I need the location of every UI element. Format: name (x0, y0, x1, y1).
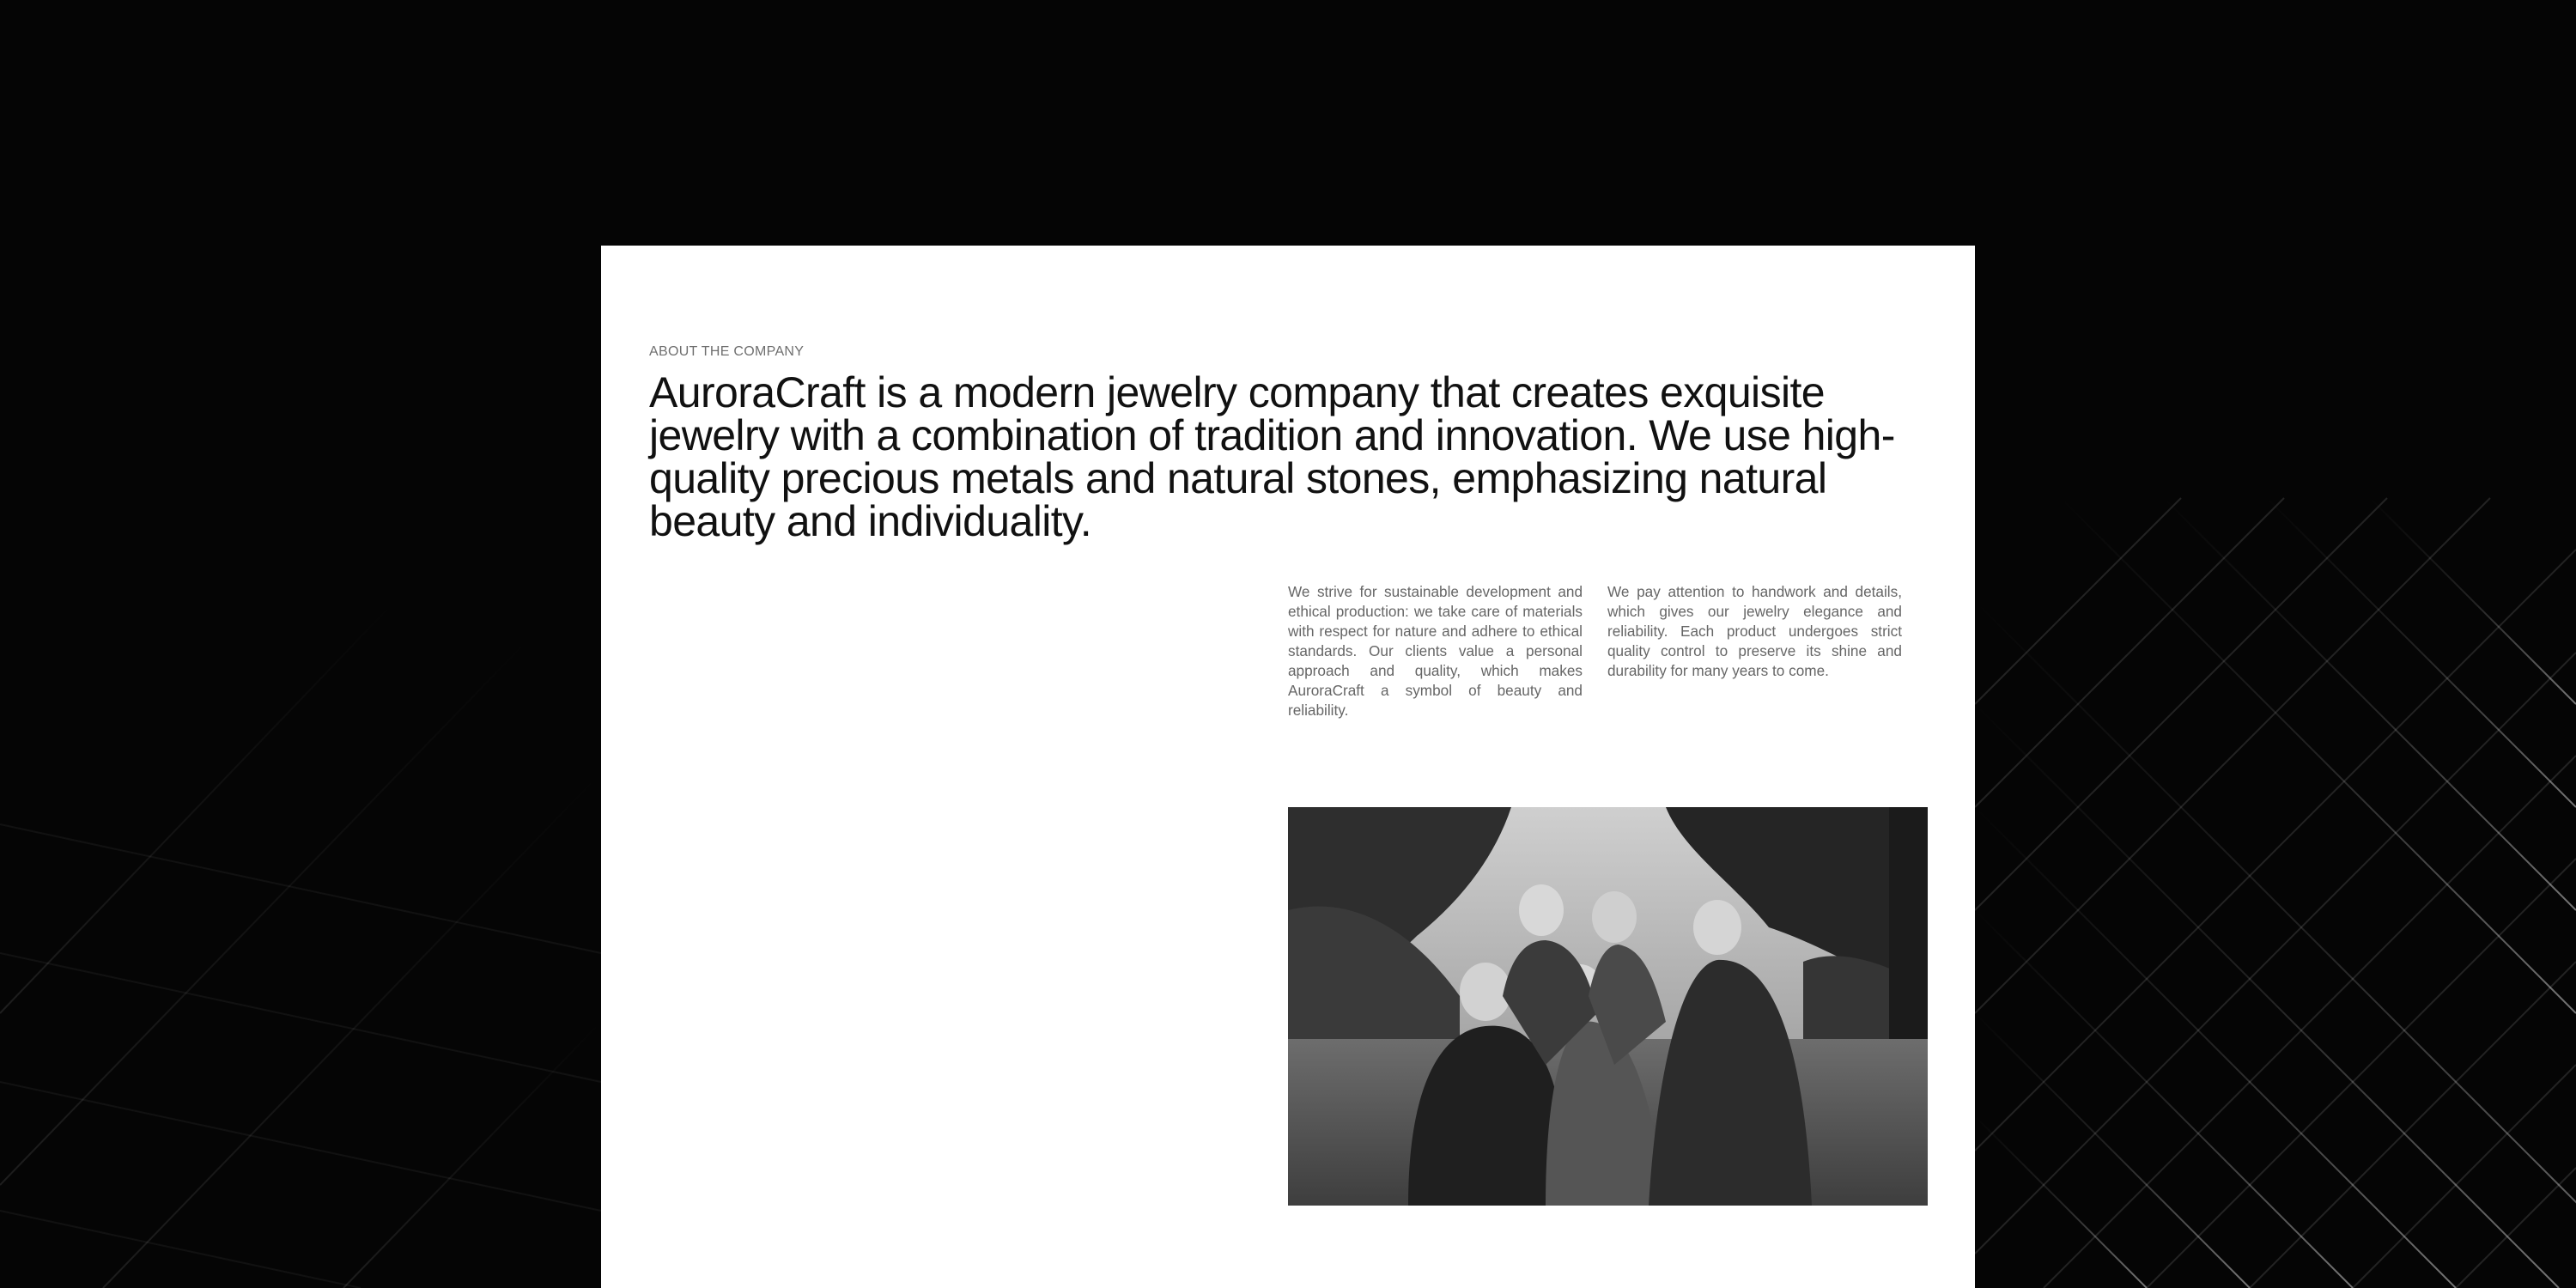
team-photo (1288, 807, 1928, 1206)
about-paragraph-left: We strive for sustainable development and ethical production: we take care of materials with respect for nature and adhere to ethical standards. Our clients value a personal approach and quality, which makes AuroraCraft a symbol of beauty and reliability. (1288, 583, 1583, 719)
section-eyebrow: ABOUT THE COMPANY (649, 344, 805, 359)
about-card (601, 246, 1975, 1288)
about-headline: AuroraCraft is a modern jewelry company that creates exquisite jewelry with a combination of tradition and innovation. We use high-quality precious metals and natural stones, emphasizing natural beauty and individuality. (649, 368, 1895, 545)
about-paragraph-right: We pay attention to handwork and details, which gives our jewelry elegance and reliability. Each product undergoes strict quality control to preserve its shine and durability for many years to come. (1607, 583, 1902, 679)
team-photo-illustration (1288, 807, 1928, 1206)
